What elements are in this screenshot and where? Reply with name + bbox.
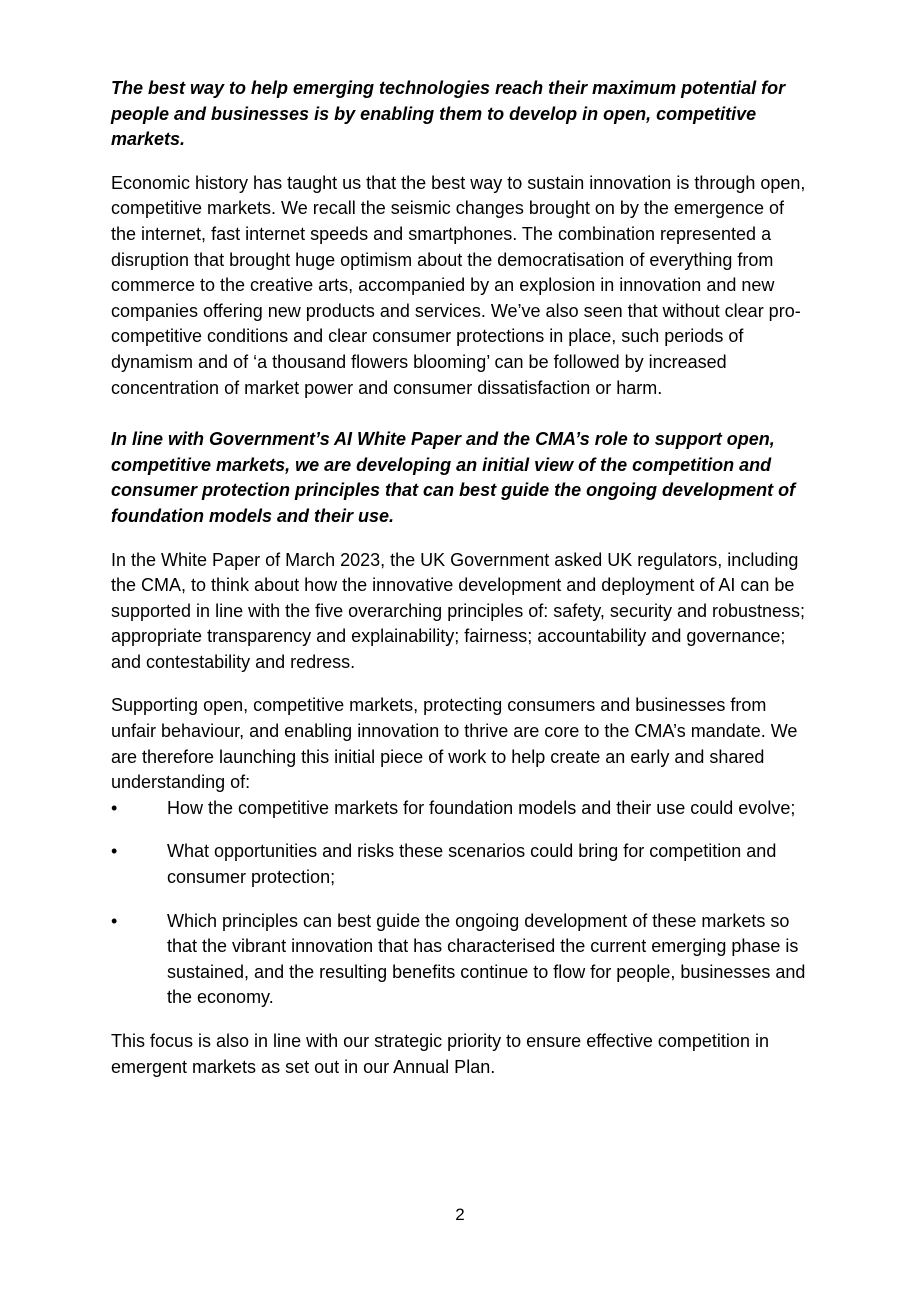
body-paragraph-closing: This focus is also in line with our strategic priority to ensure effective competition in emergent markets as set out in our Annual Plan. <box>111 1031 769 1077</box>
list-item <box>111 909 813 1011</box>
list-item <box>111 796 813 822</box>
lead-statement-1: The best way to help emerging technologies reach their maximum potential for people and businesses is by enabling them to develop in open, competitive markets. <box>111 78 786 150</box>
list-item-text: Which principles can best guide the ongoing development of these markets so that the vibrant innovation that has characterised the current emerging phase is sustained, and the resulting benefits continue to flow for people, businesses and the economy. <box>167 910 806 1008</box>
list-item <box>111 839 813 890</box>
bullet-list <box>111 796 813 1011</box>
list-item-text: What opportunities and risks these scenarios could bring for competition and consumer protection; <box>167 841 777 888</box>
bullet-marker: • <box>111 841 118 862</box>
body-paragraph-economic-history: Economic history has taught us that the best way to sustain innovation is through open, competitive markets. We recall the seismic changes brought on by the emergence of the internet, fast internet speeds and smartphones. The combination represented a disruption that brought huge optimism about the democratisation of everything from commerce to the creative arts, accompanied by an explosion in innovation and new companies offering new products and services. We’ve also seen that without clear pro-competitive conditions and clear consumer protections in place, such periods of dynamism and of ‘a thousand flowers blooming’ can be followed by increased concentration of market power and consumer dissatisfaction or harm. <box>111 172 806 398</box>
bullet-marker: • <box>111 910 118 931</box>
body-paragraph-white-paper: In the White Paper of March 2023, the UK Government asked UK regulators, including the CMA, to think about how the innovative development and deployment of AI can be supported in line with the five overarching principles of: safety, security and robustness; appropriate transparency and explainability; fairness; accountability and governance; and contestability and redress. <box>111 549 806 672</box>
lead-statement-2: In line with Government’s AI White Paper and the CMA’s role to support open, competitive markets, we are developing an initial view of the competition and consumer protection principles that can best guide the ongoing development of foundation models and their use. <box>111 429 796 526</box>
body-paragraph-mandate: Supporting open, competitive markets, protecting consumers and businesses from unfair behaviour, and enabling innovation to thrive are core to the CMA’s mandate. We are therefore launching this initial piece of work to help create an early and shared understanding of: <box>111 695 798 793</box>
bullet-marker: • <box>111 797 118 818</box>
document-page <box>111 76 813 1080</box>
list-item-text: How the competitive markets for foundation models and their use could evolve; <box>167 797 796 818</box>
page-number: 2 <box>455 1205 465 1224</box>
